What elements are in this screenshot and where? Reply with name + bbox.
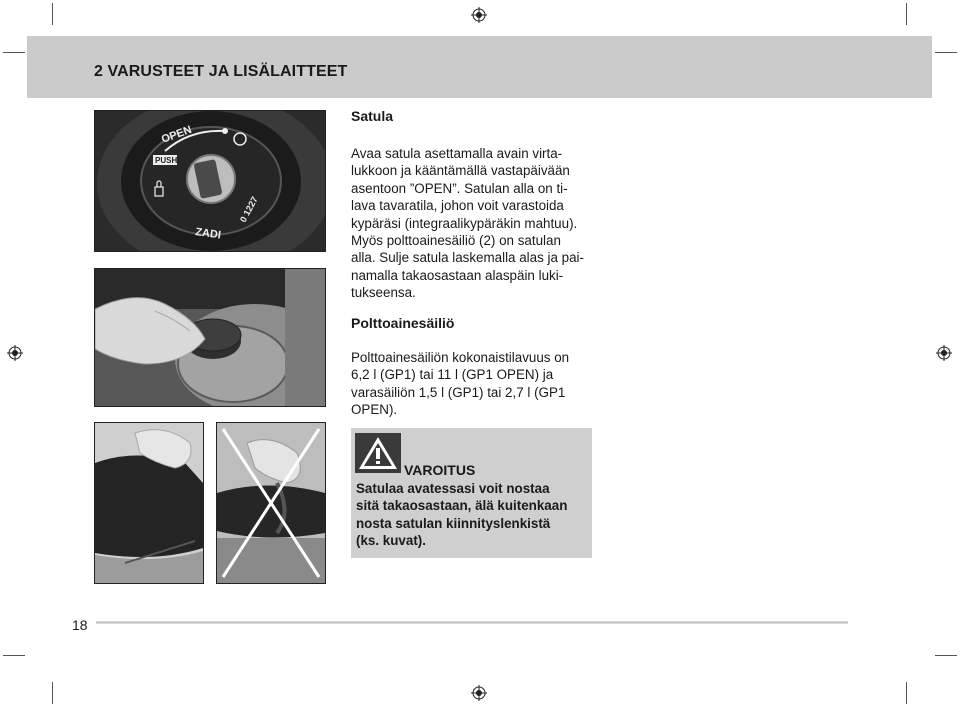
serial-label: 0 1227 [237, 194, 260, 224]
open-label: OPEN [159, 123, 194, 146]
paragraph-line: lava tavaratila, johon voit varastoida [351, 198, 564, 214]
paragraph-line: namalla takaosastaan alaspäin luki- [351, 267, 564, 283]
tank-paragraph [351, 349, 591, 419]
registration-mark-icon [471, 685, 487, 701]
section-heading-polttoainesailio: Polttoainesäiliö [351, 315, 455, 331]
paragraph-line: Avaa satula asettamalla avain virta- [351, 146, 563, 161]
key-switch-photo [94, 110, 326, 252]
registration-mark-icon [7, 345, 23, 361]
warning-title: VAROITUS [404, 462, 476, 478]
warning-triangle-icon [355, 433, 401, 473]
zadi-label: ZADI [194, 226, 222, 242]
seat-lift-wrong-photo [216, 422, 326, 584]
paragraph-line: 6,2 l (GP1) tai 11 l (GP1 OPEN) ja [351, 367, 554, 383]
paragraph-line: tukseensa. [351, 285, 416, 301]
seat-lift-correct-photo [94, 422, 204, 584]
paragraph-line: Myös polttoainesäiliö (2) on satulan [351, 233, 561, 249]
warning-line: sitä takaosastaan, älä kuitenkaan [356, 498, 568, 514]
warning-text [356, 480, 588, 550]
warning-line: (ks. kuvat). [356, 533, 426, 549]
paragraph-line: varasäiliön 1,5 l (GP1) tai 2,7 l (GP1 [351, 384, 566, 400]
warning-line: nosta satulan kiinnityslenkistä [356, 515, 551, 531]
paragraph-line: kypäräsi (integraalikypäräkin mahtuu). [351, 215, 578, 231]
paragraph-line: OPEN). [351, 402, 398, 418]
satula-paragraph [351, 145, 591, 302]
paragraph-line: Polttoainesäiliön kokonaistilavuus on [351, 350, 570, 365]
page-number: 18 [72, 617, 88, 633]
push-label: PUSH [155, 156, 178, 165]
registration-mark-icon [471, 7, 487, 23]
paragraph-line: alla. Sulje satula laskemalla alas ja pai- [351, 250, 584, 266]
registration-mark-icon [936, 345, 952, 361]
paragraph-line: lukkoon ja kääntämällä vastapäivään [351, 163, 570, 179]
fuel-cap-photo [94, 268, 326, 407]
section-heading-satula: Satula [351, 108, 394, 124]
paragraph-line: asentoon ”OPEN”. Satulan alla on ti- [351, 180, 568, 196]
warning-line: Satulaa avatessasi voit nostaa [356, 481, 550, 496]
footer-rule [96, 621, 848, 624]
chapter-title: 2 VARUSTEET JA LISÄLAITTEET [94, 63, 348, 80]
